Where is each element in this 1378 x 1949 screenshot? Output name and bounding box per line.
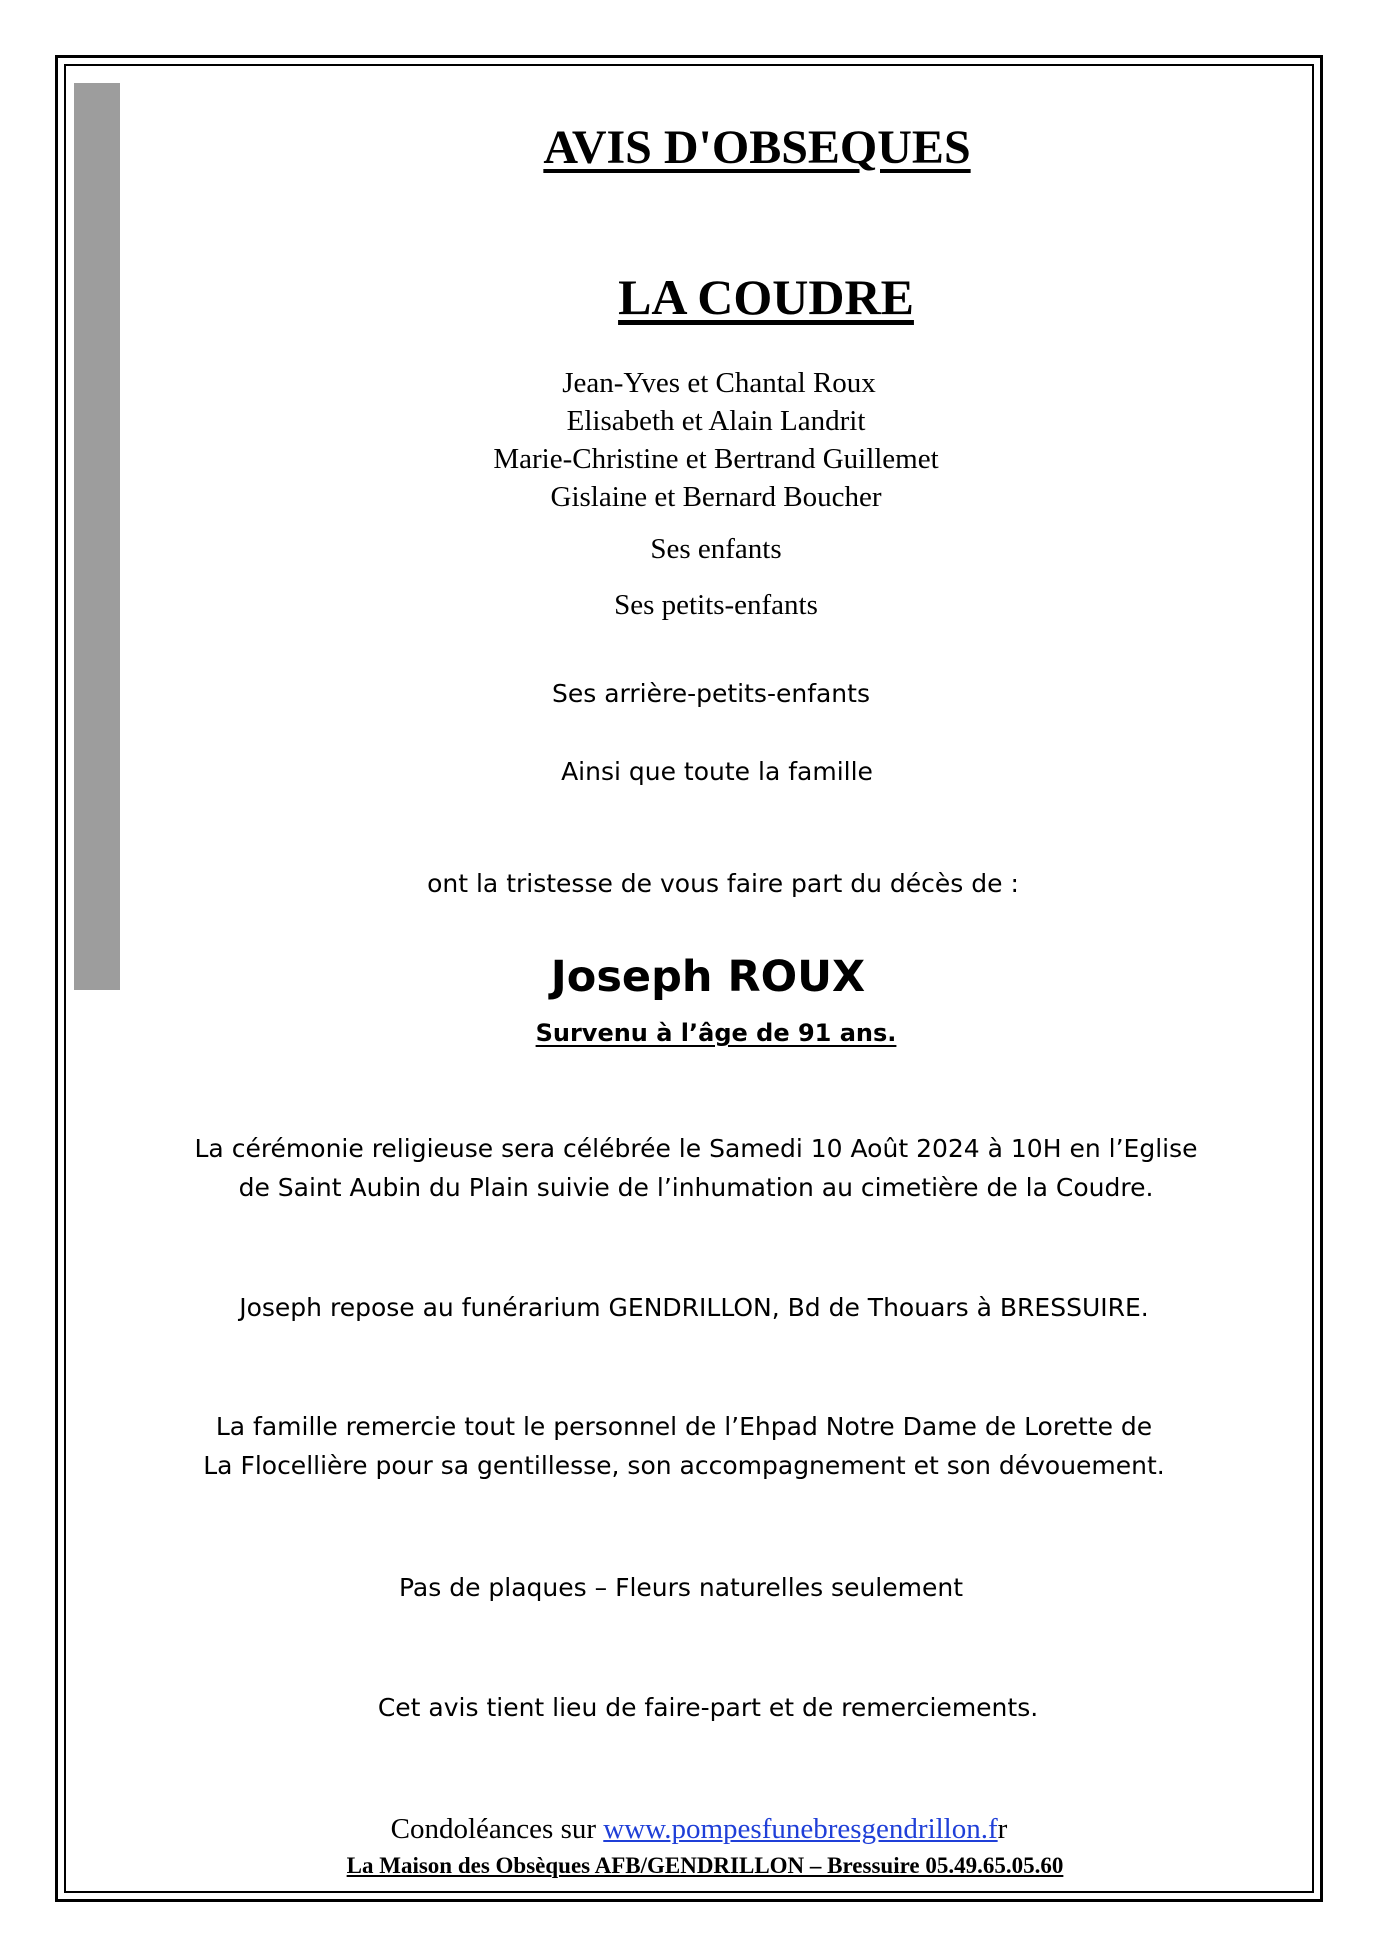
closing-line: Cet avis tient lieu de faire-part et de remerciements. (377, 1693, 1039, 1722)
family-line-2: Elisabeth et Alain Landrit (566, 405, 866, 437)
family-line-1: Jean-Yves et Chantal Roux (562, 367, 876, 399)
family-line-grandchildren: Ses petits-enfants (614, 589, 818, 621)
thanks-line-1: La famille remercie tout le personnel de l’Ehpad Notre Dame de Lorette de (215, 1412, 1153, 1441)
family-line-4: Gislaine et Bernard Boucher (550, 481, 882, 513)
notice-title: AVIS D'OBSEQUES (543, 121, 971, 174)
family-line-all: Ainsi que toute la famille (561, 757, 873, 786)
age-line: Survenu à l’âge de 91 ans. (535, 1019, 897, 1047)
rest-line: Joseph repose au funérarium GENDRILLON, Bd de Thouars à BRESSUIRE. (239, 1293, 1149, 1322)
ceremony-line-1: La cérémonie religieuse sera célébrée le Samedi 10 Août 2024 à 10H en l’Eglise (194, 1134, 1198, 1163)
condolences-line (10, 1813, 1378, 1846)
condolences-prefix: Condoléances sur (390, 1813, 604, 1845)
family-line-3: Marie-Christine et Bertrand Guillemet (493, 443, 939, 475)
town-title: LA COUDRE (618, 269, 914, 325)
ceremony-line-2: de Saint Aubin du Plain suivie de l’inhumation au cimetière de la Coudre. (238, 1173, 1154, 1202)
condolences-suffix: r (997, 1813, 1008, 1845)
flowers-line: Pas de plaques – Fleurs naturelles seulement (398, 1573, 963, 1602)
announcement-text: ont la tristesse de vous faire part du décès de : (427, 869, 1019, 898)
condolences-link[interactable]: www.pompesfunebresgendrillon.f (603, 1813, 998, 1845)
family-line-great-grandchildren: Ses arrière-petits-enfants (552, 679, 870, 708)
family-line-children: Ses enfants (650, 533, 782, 565)
thanks-line-2: La Flocellière pour sa gentillesse, son accompagnement et son dévouement. (203, 1451, 1165, 1480)
deceased-name: Joseph ROUX (550, 952, 866, 1002)
funeral-home-footer: La Maison des Obsèques AFB/GENDRILLON – Bressuire 05.49.65.05.60 (346, 1853, 1064, 1878)
